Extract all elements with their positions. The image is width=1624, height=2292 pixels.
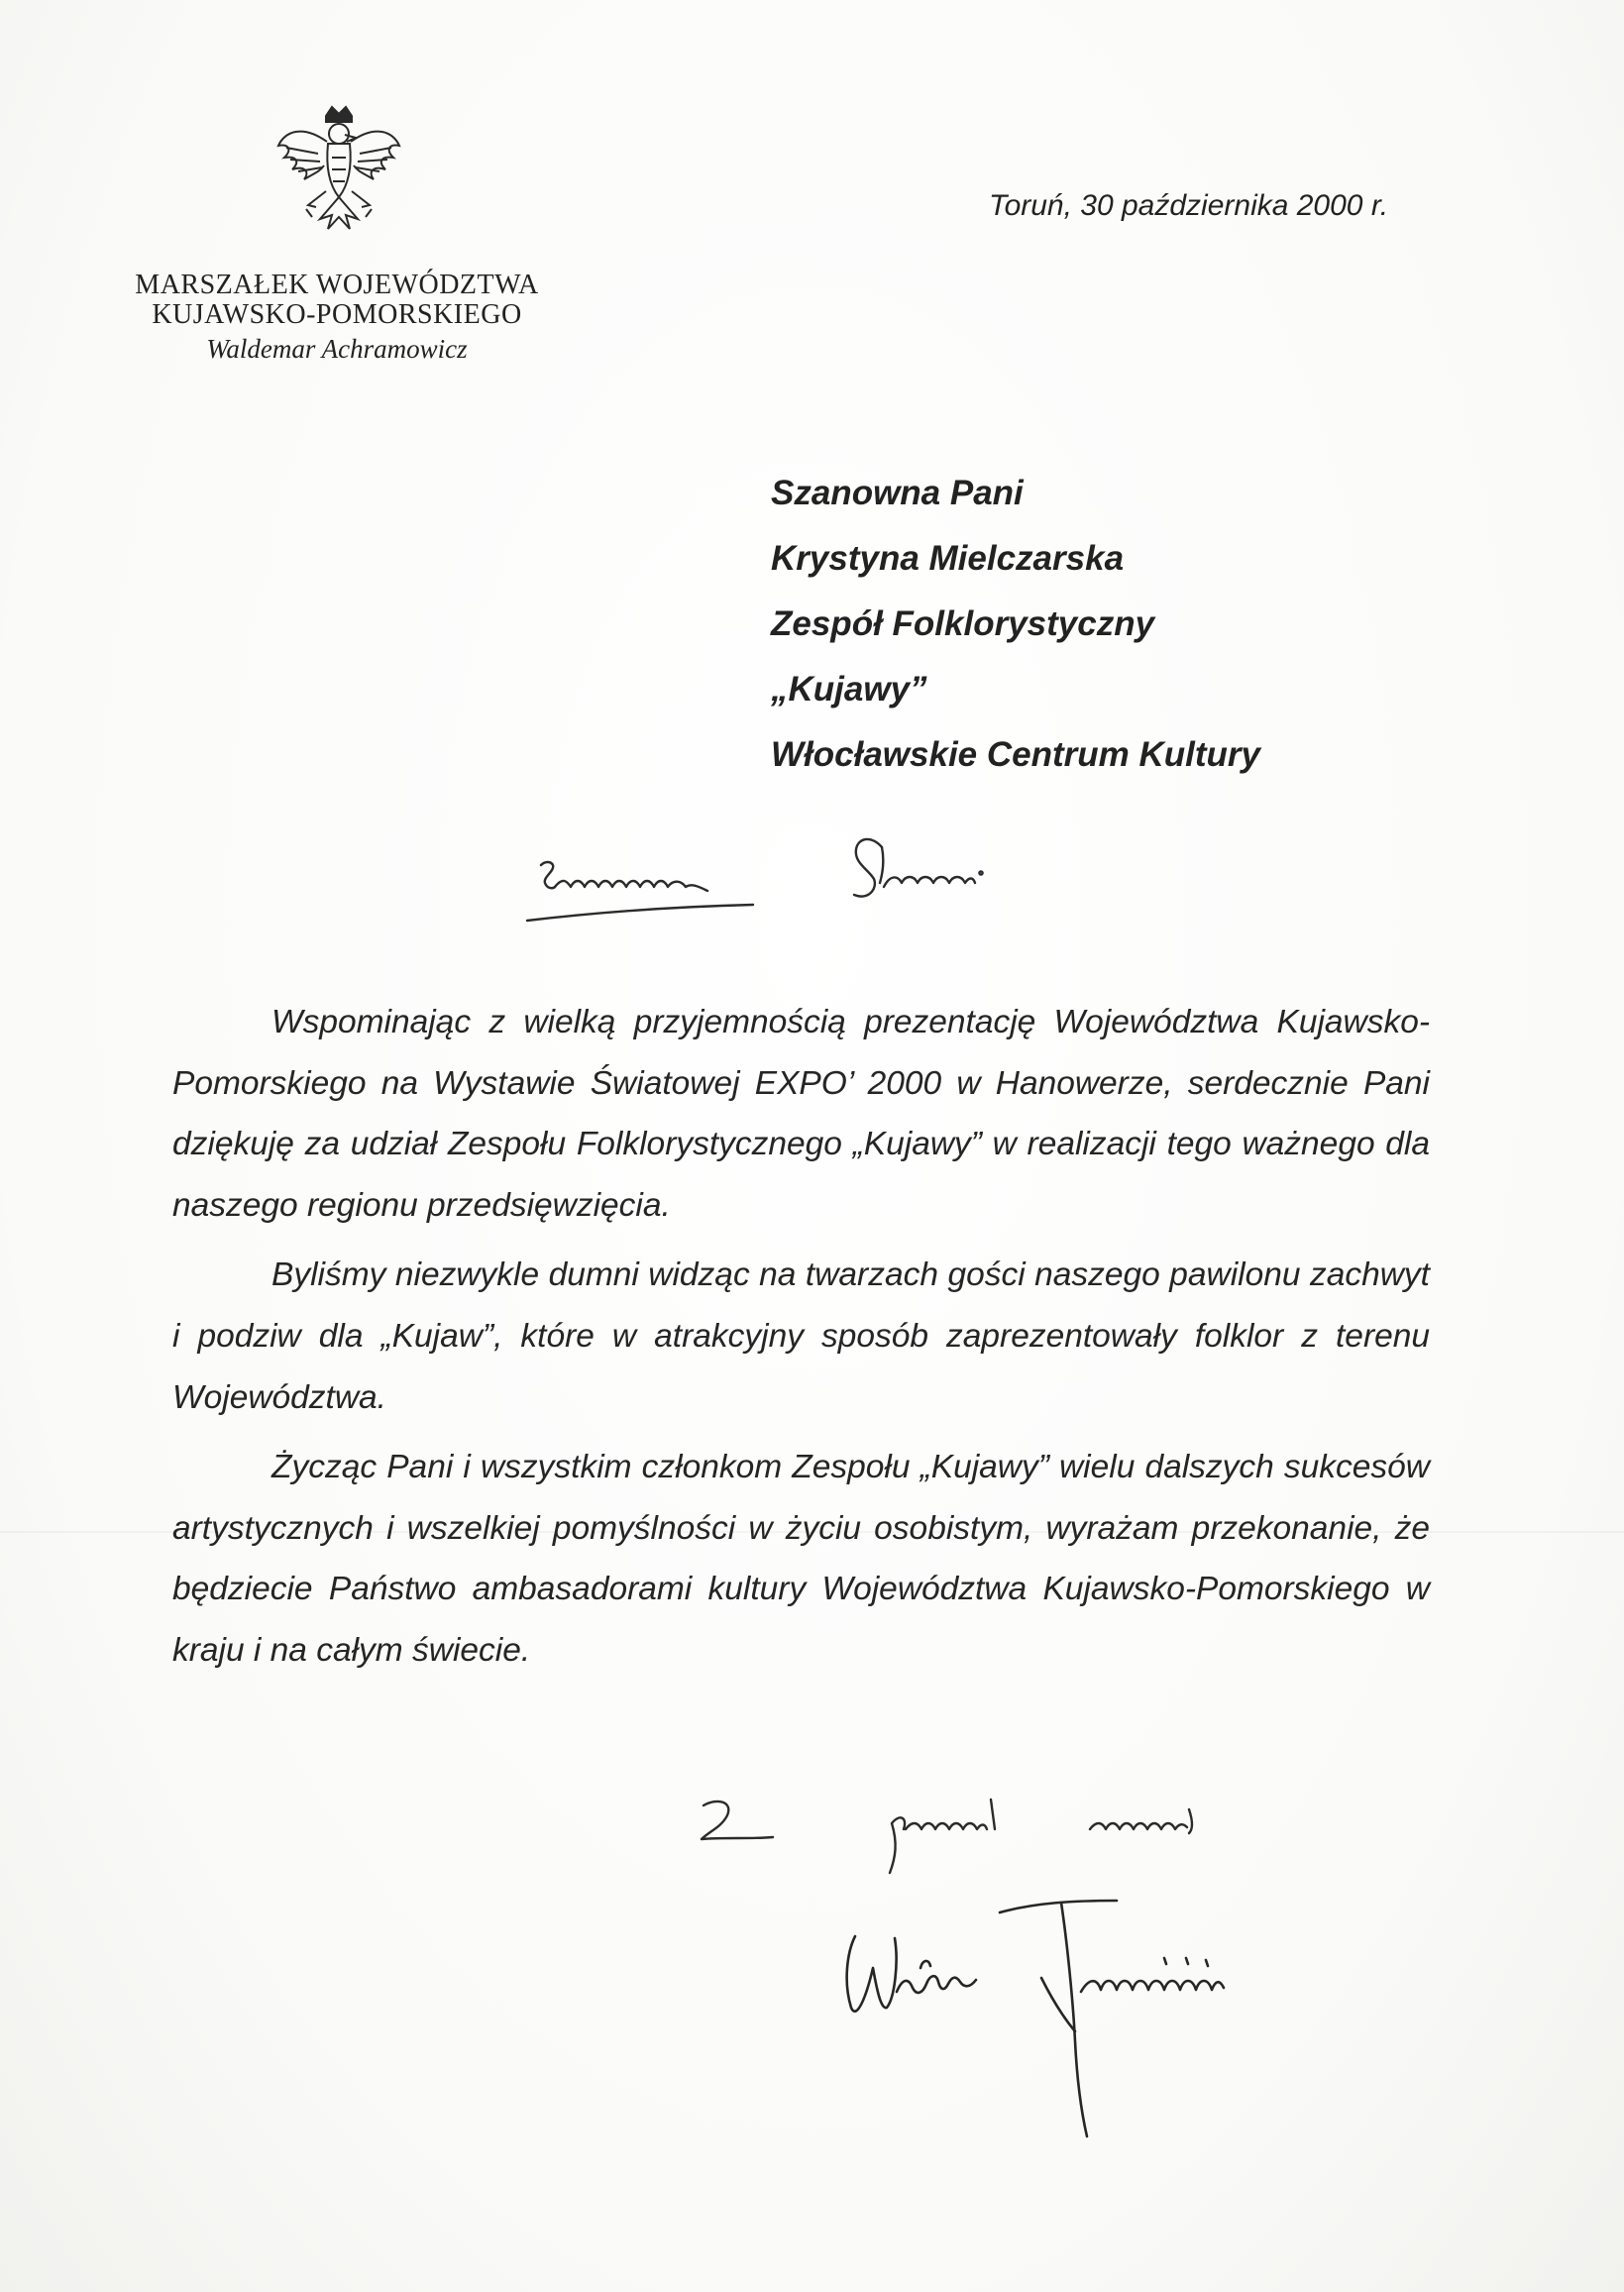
handwritten-closing	[694, 1784, 1427, 1893]
letterhead-title: MARSZAŁEK WOJEWÓDZTWA	[135, 270, 539, 300]
handwritten-salutation	[515, 818, 1100, 931]
polish-eagle-emblem	[272, 102, 406, 241]
handwritten-signature	[837, 1883, 1432, 2140]
body-paragraph: Byliśmy niezwykle dumni widząc na twarzach gości naszego pawilonu zachwyt i podziw dla „Kujaw”, które w atrakcyjny sposób zaprezentowały folklor z terenu Województwa.	[172, 1256, 1430, 1416]
letter-date: Toruń, 30 października 2000 r.	[989, 189, 1389, 222]
recipient-line: Szanowna Pani	[771, 474, 1024, 512]
letterhead	[59, 271, 614, 366]
body-paragraph: Wspominając z wielką przyjemnością prezentację Województwa Kujawsko-Pomorskiego na Wystawie Światowej EXPO’ 2000 w Hanowerze, serdecznie Pani dziękuję za udział Zespołu Folklorystycznego „Kujawy” w realizacji tego ważnego dla naszego regionu przedsięwzięcia.	[172, 1004, 1430, 1224]
recipient-line: Zespół Folklorystyczny	[771, 604, 1155, 643]
recipient-line: Krystyna Mielczarska	[771, 539, 1125, 578]
letterhead-region: KUJAWSKO-POMORSKIEGO	[152, 299, 522, 330]
recipient-line: „Kujawy”	[771, 670, 927, 709]
body-paragraph: Życząc Pani i wszystkim członkom Zespołu „Kujawy” wielu dalszych sukcesów artystycznych i wszelkiej pomyślności w życiu osobistym, wyrażam przekonanie, że będziecie Państwo ambasadorami kultury Województwa Kujawsko-Pomorskiego w kraju i na całym świecie.	[172, 1449, 1430, 1669]
letterhead-name: Waldemar Achramowicz	[206, 334, 468, 364]
recipient-block	[771, 466, 1544, 793]
letter-body	[172, 992, 1430, 1691]
recipient-line: Włocławskie Centrum Kultury	[771, 735, 1260, 774]
